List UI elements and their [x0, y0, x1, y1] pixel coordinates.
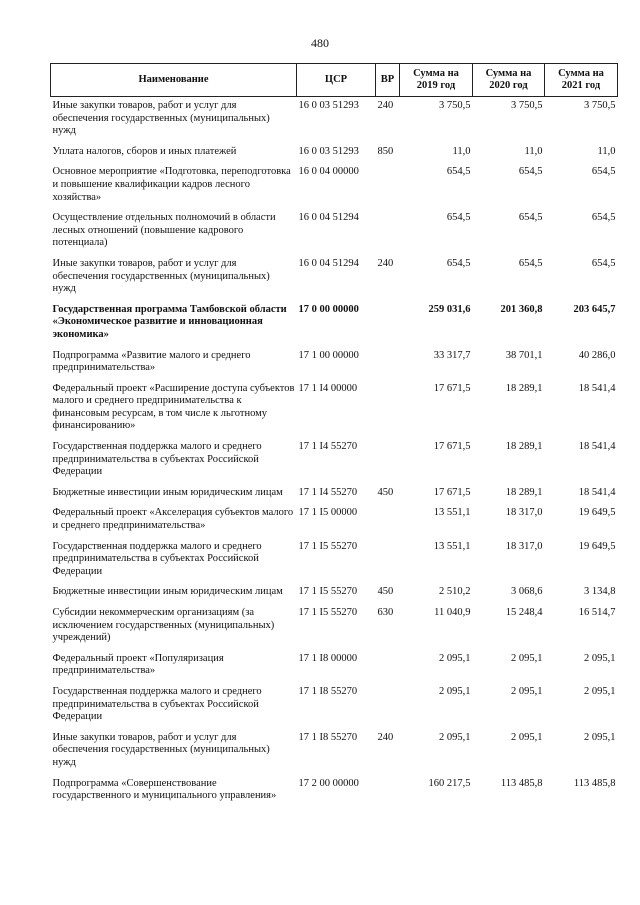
table-row	[51, 301, 618, 347]
row-name-cell: Иные закупки товаров, работ и услуг для обеспечения государственных (муниципальных) нужд	[52, 257, 270, 295]
row-csr-cell: 16 0 04 00000	[298, 166, 359, 178]
row-sum-2020-cell: 18 317,0	[505, 540, 543, 552]
page-number: 480	[311, 36, 329, 50]
row-sum-2019-cell: 654,5	[446, 212, 471, 224]
table-row	[51, 538, 618, 584]
row-sum-2021-cell: 11,0	[597, 145, 616, 157]
row-sum-2021-cell: 18 541,4	[578, 441, 616, 453]
row-sum-2020-cell: 3 068,6	[511, 586, 543, 598]
row-sum-2019-cell: 11,0	[452, 145, 471, 157]
header-name: Наименование	[51, 64, 297, 97]
row-sum-2019-cell: 17 671,5	[433, 382, 471, 394]
row-sum-2020-cell: 18 289,1	[505, 486, 543, 498]
row-csr-cell: 17 1 I8 00000	[298, 652, 358, 664]
row-sum-2019-cell: 2 095,1	[439, 685, 471, 697]
row-vr-cell: 240	[377, 731, 394, 743]
row-sum-2019-cell: 17 671,5	[433, 486, 471, 498]
row-vr-cell	[376, 209, 400, 255]
row-sum-2019-cell: 33 317,7	[433, 349, 471, 361]
row-name-cell: Бюджетные инвестиции иным юридическим лицам	[52, 586, 283, 598]
table-row	[51, 163, 618, 209]
table-row	[51, 650, 618, 683]
table-row	[51, 347, 618, 380]
row-sum-2021-cell: 3 750,5	[584, 100, 616, 111]
row-csr-cell: 16 0 03 51293	[298, 100, 359, 111]
header-sum-2020: Сумма на 2020 год	[473, 64, 545, 97]
table-row	[51, 583, 618, 604]
row-csr-cell: 16 0 04 51294	[298, 257, 359, 269]
row-sum-2020-cell: 113 485,8	[500, 777, 543, 789]
row-name-cell: Субсидии некоммерческим организациям (за исключением государственных (муниципальных) учреждений)	[52, 607, 275, 644]
header-csr: ЦСР	[297, 64, 376, 97]
row-csr-cell: 17 2 00 00000	[298, 777, 359, 789]
table-row	[51, 143, 618, 164]
row-name-cell: Подпрограмма «Совершенствование государственного и муниципального управления»	[52, 777, 277, 802]
table-row	[51, 380, 618, 438]
row-sum-2021-cell: 40 286,0	[578, 349, 616, 361]
row-sum-2021-cell: 2 095,1	[584, 652, 616, 664]
row-sum-2021-cell: 654,5	[591, 166, 616, 178]
row-sum-2020-cell: 18 317,0	[505, 507, 543, 519]
row-sum-2019-cell: 654,5	[446, 166, 471, 178]
table-row	[51, 255, 618, 301]
row-sum-2020-cell: 2 095,1	[511, 652, 543, 664]
row-name-cell: Государственная программа Тамбовской области «Экономическое развитие и инновационная экономика»	[52, 303, 287, 340]
row-sum-2020-cell: 11,0	[524, 145, 543, 157]
header-sum-2021: Сумма на 2021 год	[545, 64, 618, 97]
row-csr-cell: 17 1 I5 55270	[298, 586, 358, 598]
row-vr-cell: 850	[377, 145, 394, 157]
row-sum-2019-cell: 259 031,6	[428, 303, 471, 315]
row-sum-2020-cell: 654,5	[518, 166, 543, 178]
table-row	[51, 683, 618, 729]
row-csr-cell: 17 1 I5 55270	[298, 607, 358, 618]
row-sum-2019-cell: 2 095,1	[439, 652, 471, 664]
row-sum-2020-cell: 18 289,1	[505, 382, 543, 394]
row-sum-2019-cell: 13 551,1	[433, 507, 471, 519]
row-name-cell: Иные закупки товаров, работ и услуг для обеспечения государственных (муниципальных) нужд	[52, 731, 270, 768]
row-vr-cell	[376, 650, 400, 683]
row-vr-cell	[376, 301, 400, 347]
row-name-cell: Бюджетные инвестиции иным юридическим лицам	[52, 486, 283, 498]
row-sum-2019-cell: 654,5	[446, 257, 471, 269]
table-row	[51, 484, 618, 505]
row-csr-cell: 17 1 I8 55270	[298, 685, 358, 697]
row-csr-cell: 17 1 I8 55270	[298, 731, 358, 743]
table-row	[51, 97, 618, 143]
row-sum-2021-cell: 16 514,7	[578, 607, 616, 618]
row-sum-2020-cell: 15 248,4	[505, 607, 543, 618]
row-sum-2019-cell: 17 671,5	[433, 441, 471, 453]
table-row	[51, 504, 618, 537]
row-sum-2021-cell: 654,5	[591, 257, 616, 269]
row-vr-cell: 240	[377, 257, 394, 269]
row-name-cell: Государственная поддержка малого и среднего предпринимательства в субъектах Российской Федерации	[52, 540, 262, 577]
row-sum-2020-cell: 201 360,8	[500, 303, 543, 315]
row-vr-cell	[376, 683, 400, 729]
row-sum-2021-cell: 2 095,1	[584, 685, 616, 697]
row-csr-cell: 17 1 I5 55270	[298, 540, 358, 552]
row-sum-2020-cell: 3 750,5	[511, 100, 543, 111]
row-vr-cell: 630	[377, 607, 394, 618]
row-sum-2020-cell: 18 289,1	[505, 441, 543, 453]
row-sum-2021-cell: 19 649,5	[578, 540, 616, 552]
row-vr-cell	[376, 347, 400, 380]
row-name-cell: Государственная поддержка малого и среднего предпринимательства в субъектах Российской Федерации	[52, 441, 262, 478]
row-name-cell: Федеральный проект «Популяризация предпринимательства»	[52, 652, 224, 677]
table-body	[51, 97, 618, 808]
row-vr-cell	[376, 775, 400, 808]
row-sum-2019-cell: 2 095,1	[439, 731, 471, 743]
table-row	[51, 604, 618, 650]
row-vr-cell	[376, 438, 400, 484]
row-sum-2021-cell: 113 485,8	[573, 777, 616, 789]
row-csr-cell: 17 1 I5 00000	[298, 507, 358, 519]
row-sum-2019-cell: 2 510,2	[439, 586, 471, 598]
table-row	[51, 729, 618, 775]
row-csr-cell: 17 1 I4 55270	[298, 486, 358, 498]
header-sum-2019: Сумма на 2019 год	[400, 64, 473, 97]
row-sum-2020-cell: 2 095,1	[511, 685, 543, 697]
row-sum-2021-cell: 18 541,4	[578, 486, 616, 498]
row-csr-cell: 17 1 I4 55270	[298, 441, 358, 453]
table-row	[51, 438, 618, 484]
row-sum-2020-cell: 38 701,1	[505, 349, 543, 361]
row-csr-cell: 17 1 00 00000	[298, 349, 359, 361]
row-vr-cell	[376, 504, 400, 537]
row-vr-cell: 450	[377, 586, 394, 598]
row-csr-cell: 17 1 I4 00000	[298, 382, 358, 394]
row-csr-cell: 17 0 00 00000	[298, 303, 359, 315]
row-sum-2021-cell: 3 134,8	[584, 586, 616, 598]
table-row	[51, 775, 618, 808]
table-row	[51, 209, 618, 255]
row-sum-2020-cell: 2 095,1	[511, 731, 543, 743]
row-name-cell: Государственная поддержка малого и среднего предпринимательства в субъектах Российской Федерации	[52, 685, 262, 723]
row-name-cell: Уплата налогов, сборов и иных платежей	[52, 145, 237, 157]
row-sum-2021-cell: 19 649,5	[578, 507, 616, 519]
row-vr-cell	[376, 163, 400, 209]
row-sum-2021-cell: 654,5	[591, 212, 616, 224]
row-sum-2019-cell: 13 551,1	[433, 540, 471, 552]
row-name-cell: Подпрограмма «Развитие малого и среднего предпринимательства»	[52, 349, 251, 374]
row-csr-cell: 16 0 04 51294	[298, 212, 359, 224]
row-vr-cell	[376, 380, 400, 438]
row-sum-2021-cell: 18 541,4	[578, 382, 616, 394]
row-sum-2021-cell: 2 095,1	[584, 731, 616, 743]
table-header	[51, 64, 618, 97]
row-sum-2019-cell: 11 040,9	[434, 607, 471, 618]
row-csr-cell: 16 0 03 51293	[298, 145, 359, 157]
row-sum-2020-cell: 654,5	[518, 212, 543, 224]
row-sum-2019-cell: 160 217,5	[428, 777, 471, 789]
row-name-cell: Иные закупки товаров, работ и услуг для обеспечения государственных (муниципальных) нужд	[52, 100, 270, 137]
row-vr-cell: 450	[377, 486, 394, 498]
row-name-cell: Основное мероприятие «Подготовка, переподготовка и повышение квалификации кадров лесного хозяйства»	[52, 166, 291, 203]
row-name-cell: Федеральный проект «Акселерация субъектов малого и среднего предпринимательства»	[52, 507, 294, 532]
header-vr: ВР	[376, 64, 400, 97]
row-sum-2019-cell: 3 750,5	[439, 100, 471, 111]
row-sum-2020-cell: 654,5	[518, 257, 543, 269]
row-vr-cell: 240	[377, 100, 394, 111]
row-sum-2021-cell: 203 645,7	[573, 303, 616, 315]
row-vr-cell	[376, 538, 400, 584]
row-name-cell: Осуществление отдельных полномочий в области лесных отношений (повышение кадрового потенциала)	[52, 212, 276, 249]
row-name-cell: Федеральный проект «Расширение доступа субъектов малого и среднего предпринимательства к финансовым ресурсам, в том числе к льготному финансированию»	[52, 382, 295, 432]
budget-table	[50, 63, 618, 808]
